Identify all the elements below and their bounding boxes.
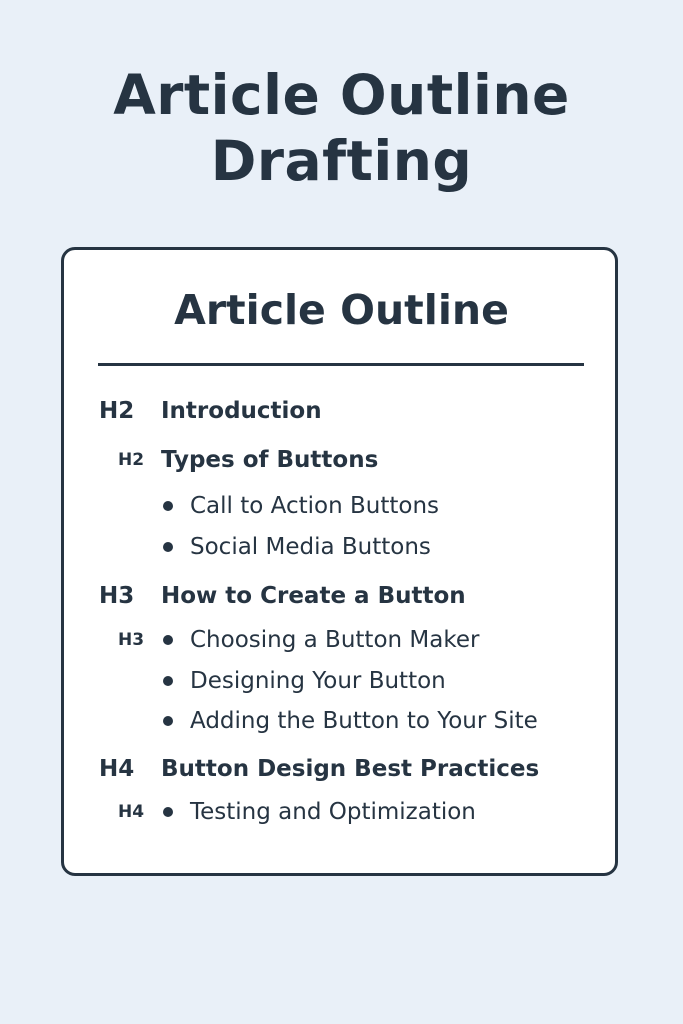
outline-bullet-row [0,704,683,738]
outline-heading-text: Button Design Best Practices [161,756,540,782]
outline-bullet-text: Social Media Buttons [190,534,431,560]
page-title [0,62,683,194]
card-title: Article Outline [174,286,509,334]
outline-heading-text: How to Create a Button [161,583,466,609]
bullet-dot-icon [163,716,173,726]
outline-bullet-text: Designing Your Button [190,668,446,694]
heading-level-tag: H3 [99,583,135,609]
bullet-dot-icon [163,807,173,817]
heading-level-tag: H3 [118,630,145,650]
bullet-dot-icon [163,635,173,645]
outline-bullet-row [0,530,683,564]
outline-bullet-row [0,664,683,698]
bullet-dot-icon [163,501,173,511]
heading-level-tag: H2 [118,450,145,470]
heading-level-tag: H4 [99,756,135,782]
outline-heading-row [0,752,683,786]
heading-level-tag: H4 [118,802,145,822]
page-title-line-1: Article Outline [113,63,570,127]
outline-heading-row [0,443,683,477]
outline-bullet-text: Adding the Button to Your Site [190,708,538,734]
outline-bullet-row [0,795,683,829]
outline-bullet-text: Call to Action Buttons [190,493,440,519]
outline-bullet-row [0,489,683,523]
outline-heading-text: Introduction [161,398,322,424]
outline-heading-row [0,394,683,428]
heading-level-tag: H2 [99,398,135,424]
bullet-dot-icon [163,676,173,686]
outline-heading-text: Types of Buttons [161,447,379,473]
outline-bullet-row [0,623,683,657]
title-divider [98,363,584,366]
outline-heading-row [0,579,683,613]
bullet-dot-icon [163,542,173,552]
page-title-line-2: Drafting [210,129,473,193]
outline-bullet-text: Choosing a Button Maker [190,627,480,653]
outline-bullet-text: Testing and Optimization [190,799,476,825]
